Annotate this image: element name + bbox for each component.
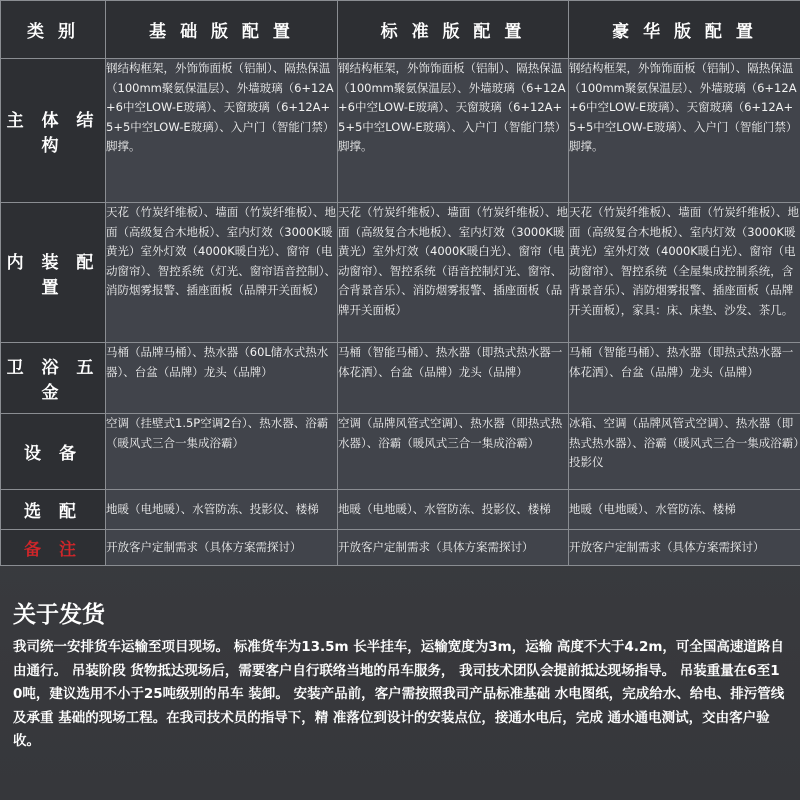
cell-basic: 马桶（品牌马桶）、热水器（60L储水式热水器）、台盆（品牌）龙头（品牌）	[106, 343, 338, 414]
table-row	[1, 343, 800, 414]
cell-deluxe: 冰箱、空调（品牌风管式空调）、热水器（即热式热水器）、浴霸（暖风式三合一集成浴霸）投影仪	[569, 414, 800, 490]
cell-deluxe: 马桶（智能马桶）、热水器（即热式热水器一体花洒）、台盆（品牌）龙头（品牌）	[569, 343, 800, 414]
cell-standard: 开放客户定制需求（具体方案需探讨）	[338, 530, 569, 566]
row-category-interior: 内 装 配 置	[1, 203, 106, 343]
cell-standard: 天花（竹炭纤维板）、墙面（竹炭纤维板）、地面（高级复合木地板）、室内灯效（3000K暖黄光）室外灯效（4000K暖白光）、窗帘（电动窗帘）、智控系统（语音控制灯光、窗帘、合背景音乐）、消防烟雾报警、插座面板（品牌开关面板）	[338, 203, 569, 343]
cell-basic: 地暖（电地暖）、水管防冻、投影仪、楼梯	[106, 490, 338, 530]
cell-deluxe: 钢结构框架，外饰饰面板（铝制）、隔热保温（100mm聚氨保温层）、外墙玻璃（6+12A+6中空LOW-E玻璃）、天窗玻璃（6+12A+5+5中空LOW-E玻璃）、入户门（智能门禁）脚撑。	[569, 59, 800, 203]
row-category-main-structure: 主 体 结 构	[1, 59, 106, 203]
cell-deluxe: 地暖（电地暖）、水管防冻、楼梯	[569, 490, 800, 530]
row-category-remarks: 备 注	[1, 530, 106, 566]
cell-deluxe: 天花（竹炭纤维板）、墙面（竹炭纤维板）、地面（高级复合木地板）、室内灯效（3000K暖黄光）室外灯效（4000K暖白光）、窗帘（电动窗帘）、智控系统（全屋集成控制系统，含背景音乐）、消防烟雾报警、插座面板（品牌开关面板），家具：床、床垫、沙发、茶几。	[569, 203, 800, 343]
cell-basic: 开放客户定制需求（具体方案需探讨）	[106, 530, 338, 566]
cell-deluxe: 开放客户定制需求（具体方案需探讨）	[569, 530, 800, 566]
header-category: 类 别	[1, 1, 106, 59]
header-standard: 标 准 版 配 置	[338, 1, 569, 59]
table-row	[1, 530, 800, 566]
cell-basic: 天花（竹炭纤维板）、墙面（竹炭纤维板）、地面（高级复合木地板）、室内灯效（3000K暖黄光）室外灯效（4000K暖白光）、窗帘（电动窗帘）、智控系统（灯光、窗帘语音控制）、消防烟雾报警、插座面板（品牌开关面板）	[106, 203, 338, 343]
cell-standard: 地暖（电地暖）、水管防冻、投影仪、楼梯	[338, 490, 569, 530]
row-category-equipment: 设 备	[1, 414, 106, 490]
header-basic: 基 础 版 配 置	[106, 1, 338, 59]
row-category-bathroom-hardware: 卫 浴 五 金	[1, 343, 106, 414]
cell-basic: 钢结构框架，外饰饰面板（铝制）、隔热保温（100mm聚氨保温层）、外墙玻璃（6+12A+6中空LOW-E玻璃）、天窗玻璃（6+12A+5+5中空LOW-E玻璃）、入户门（智能门禁）脚撑。	[106, 59, 338, 203]
cell-standard: 钢结构框架，外饰饰面板（铝制）、隔热保温（100mm聚氨保温层）、外墙玻璃（6+12A+6中空LOW-E玻璃）、天窗玻璃（6+12A+5+5中空LOW-E玻璃）、入户门（智能门禁）脚撑。	[338, 59, 569, 203]
row-category-optional: 选 配	[1, 490, 106, 530]
header-deluxe: 豪 华 版 配 置	[569, 1, 800, 59]
cell-standard: 空调（品牌风管式空调）、热水器（即热式热水器）、浴霸（暖风式三合一集成浴霸）	[338, 414, 569, 490]
cell-standard: 马桶（智能马桶）、热水器（即热式热水器一体花洒）、台盆（品牌）龙头（品牌）	[338, 343, 569, 414]
table-row	[1, 490, 800, 530]
table-header-row	[1, 1, 800, 59]
shipping-title: 关于发货	[13, 602, 105, 628]
table-row	[1, 59, 800, 203]
shipping-description: 我司统一安排货车运输至项目现场。 标准货车为13.5m 长半挂车，运输宽度为3m，运输 高度不大于4.2m，可全国高速道路自由通行。 吊装阶段 货物抵达现场后，需要客户自行联络当地的吊车服务， 我司技术团队会提前抵达现场指导。 吊装重量在6至10吨，建议选用不小于25吨级别的吊车 装卸。 安装产品前，客户需按照我司产品标准基础 水电图纸，完成给水、给电、排污管线及承重 基础的现场工程。在我司技术员的指导下，精 准落位到设计的安装点位，接通水电后，完成 通水通电测试，交由客户验收。	[13, 639, 785, 749]
table-row	[1, 203, 800, 343]
cell-basic: 空调（挂壁式1.5P空调2台）、热水器、浴霸（暖风式三合一集成浴霸）	[106, 414, 338, 490]
table-row	[1, 414, 800, 490]
